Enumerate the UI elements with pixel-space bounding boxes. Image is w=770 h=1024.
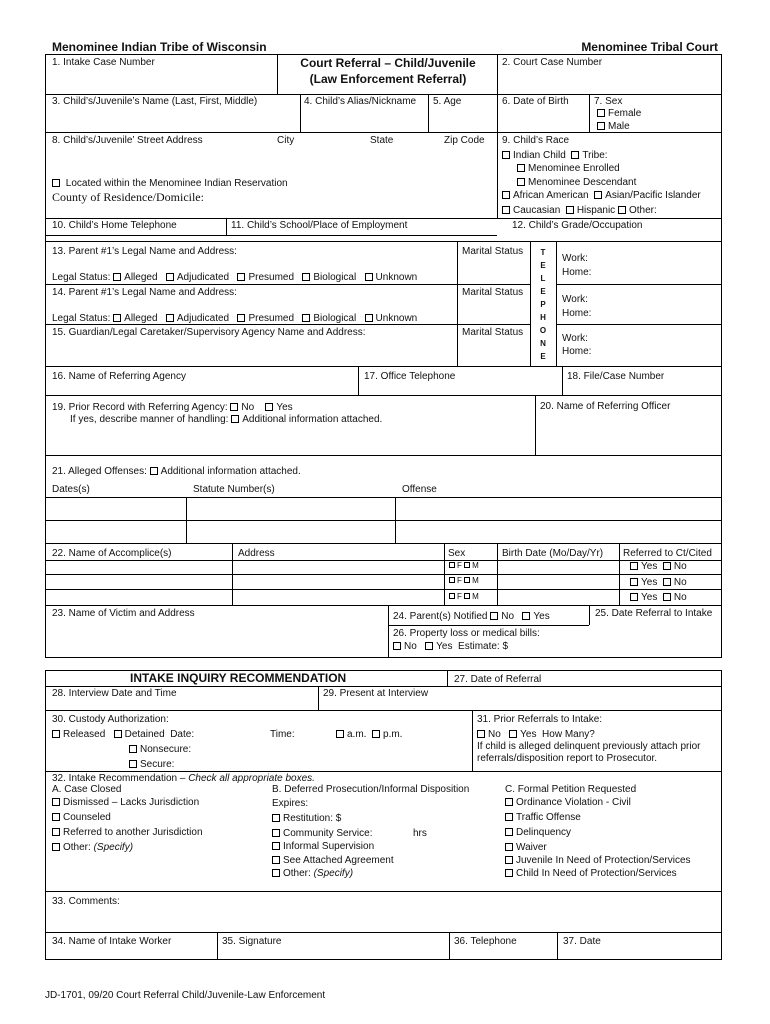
custody-nonsecure-option[interactable]: Nonsecure: — [129, 744, 191, 756]
race-african-option[interactable]: African American Asian/Pacific Islander — [502, 190, 701, 202]
checkbox-icon[interactable] — [237, 314, 245, 322]
legal-status-1: Legal Status: Alleged Adjudicated Presumed Biological Unknown — [52, 272, 418, 283]
custody-ampm-row: a.m. p.m. — [336, 729, 402, 741]
checkbox-icon — [505, 869, 513, 877]
referring-officer-label: 20. Name of Referring Officer — [540, 401, 671, 412]
checkbox-icon[interactable] — [425, 642, 433, 650]
parent2-work-phone: Work: — [562, 294, 588, 305]
sex-male-option[interactable]: Male — [597, 121, 630, 133]
checkbox-icon — [272, 842, 280, 850]
school-label: 11. Child’s School/Place of Employment — [231, 220, 408, 231]
checkbox-icon — [272, 829, 280, 837]
checkbox-icon — [464, 577, 470, 583]
checkbox-icon[interactable] — [571, 151, 579, 159]
county-label: County of Residence/Domicile: — [52, 190, 204, 204]
referred-row[interactable]: Yes No — [630, 561, 687, 573]
child-alias-label: 4. Child’s Alias/Nickname — [304, 96, 417, 107]
checkbox-icon[interactable] — [230, 403, 238, 411]
checkbox-icon[interactable] — [113, 314, 121, 322]
checkbox-icon[interactable] — [114, 730, 122, 738]
checkbox-icon — [505, 813, 513, 821]
tel-letter: E — [540, 352, 546, 361]
accomplice-birth-header: Birth Date (Mo/Day/Yr) — [502, 548, 604, 559]
custody-released-row: Released Detained Date: — [52, 729, 194, 741]
tel-letter: N — [540, 339, 546, 348]
intake-recommendation-label: 32. Intake Recommendation – Check all appropriate boxes. — [52, 773, 315, 784]
sex-label: 7. Sex — [594, 96, 623, 107]
custody-secure-option[interactable]: Secure: — [129, 759, 174, 771]
accomplice-sex-row[interactable]: F M — [449, 575, 479, 587]
age-label: 5. Age — [433, 96, 462, 107]
child-name-label: 3. Child’s/Juvenile’s Name (Last, First, Middle) — [52, 96, 258, 107]
checkbox-icon — [449, 562, 455, 568]
referred-header: Referred to Ct/Cited — [623, 548, 712, 559]
checkbox-icon[interactable] — [502, 191, 510, 199]
accomplice-label: 22. Name of Accomplice(s) — [52, 548, 172, 559]
checkbox-icon[interactable] — [237, 273, 245, 281]
deferred-expires-label: Expires: — [272, 798, 309, 809]
tel-letter: O — [539, 326, 547, 335]
formal-petition-option[interactable]: Waiver — [505, 842, 547, 854]
telephone-label: 36. Telephone — [454, 936, 517, 947]
checkbox-icon[interactable] — [265, 403, 273, 411]
checkbox-icon — [630, 578, 638, 586]
tel-letter: E — [540, 287, 546, 296]
court-name: Menominee Tribal Court — [581, 40, 718, 54]
street-address-label: 8. Child’s/Juvenile’ Street Address — [52, 135, 203, 146]
custody-authorization-label: 30. Custody Authorization: — [52, 714, 169, 725]
tel-letter: H — [540, 313, 546, 322]
race-caucasian-option[interactable]: Caucasian Hispanic Other: — [502, 205, 657, 217]
race-label: 9. Child’s Race — [502, 135, 570, 146]
race-enrolled-option[interactable]: Menominee Enrolled — [517, 163, 620, 175]
referred-row[interactable]: Yes No — [630, 577, 687, 589]
checkbox-icon[interactable] — [490, 612, 498, 620]
deferred-option[interactable]: See Attached Agreement — [272, 855, 394, 867]
property-loss-options: No Yes Estimate: $ — [393, 641, 508, 653]
formal-petition-option[interactable]: Traffic Offense — [505, 812, 581, 824]
case-closed-option[interactable]: Counseled — [52, 812, 111, 824]
checkbox-icon[interactable] — [509, 730, 517, 738]
home-telephone-label: 10. Child’s Home Telephone — [52, 220, 177, 231]
deferred-option[interactable]: Community Service: — [272, 828, 372, 840]
case-closed-option[interactable]: Referred to another Jurisdiction — [52, 827, 203, 839]
checkbox-icon[interactable] — [365, 314, 373, 322]
checkbox-icon — [505, 856, 513, 864]
comments-label: 33. Comments: — [52, 896, 120, 907]
checkbox-icon — [630, 593, 638, 601]
checkbox-icon — [52, 828, 60, 836]
date-referral-intake-label: 25. Date Referral to Intake — [595, 608, 713, 619]
checkbox-icon[interactable] — [517, 178, 525, 186]
community-service-hrs: hrs — [413, 828, 427, 839]
offense-header: Offense — [402, 484, 437, 495]
form-title-line1: Court Referral – Child/Juvenile — [300, 56, 476, 70]
checkbox-icon[interactable] — [393, 642, 401, 650]
race-descendant-option[interactable]: Menominee Descendant — [517, 177, 636, 189]
sex-female-option[interactable]: Female — [597, 108, 641, 120]
alleged-offenses-label: 21. Alleged Offenses: Additional information attached. — [52, 466, 301, 477]
reservation-option[interactable]: Located within the Menominee Indian Reservation — [52, 178, 288, 190]
checkbox-icon[interactable] — [597, 109, 605, 117]
case-closed-option[interactable]: Other: (Specify) — [52, 842, 133, 854]
deferred-option[interactable]: Restitution: $ — [272, 813, 341, 825]
checkbox-icon — [129, 760, 137, 768]
checkbox-icon — [52, 813, 60, 821]
formal-petition-option[interactable]: Child In Need of Protection/Services — [505, 868, 677, 880]
form-footer: JD-1701, 09/20 Court Referral Child/Juvenile-Law Enforcement — [45, 990, 326, 1001]
checkbox-icon[interactable] — [52, 179, 60, 187]
checkbox-icon — [464, 593, 470, 599]
checkbox-icon — [52, 798, 60, 806]
guardian-home-phone: Home: — [562, 346, 592, 357]
checkbox-icon[interactable] — [52, 730, 60, 738]
tel-letter: P — [540, 300, 546, 309]
interview-date-label: 28. Interview Date and Time — [52, 688, 177, 699]
case-closed-title: A. Case Closed — [52, 784, 122, 795]
checkbox-icon[interactable] — [597, 122, 605, 130]
accomplice-sex-header: Sex — [448, 548, 466, 559]
intake-case-number-label: 1. Intake Case Number — [52, 57, 155, 68]
prior-record-description: If yes, describe manner of handling: Additional information attached. — [70, 414, 383, 425]
parent2-label: 14. Parent #1’s Legal Name and Address: — [52, 287, 237, 298]
marital-status-1: Marital Status — [462, 246, 524, 257]
checkbox-icon — [52, 843, 60, 851]
parent1-home-phone: Home: — [562, 267, 592, 278]
tel-letter: T — [540, 248, 546, 257]
checkbox-icon[interactable] — [302, 273, 310, 281]
checkbox-icon — [630, 562, 638, 570]
checkbox-icon — [663, 562, 671, 570]
checkbox-icon[interactable] — [502, 206, 510, 214]
referred-row[interactable]: Yes No — [630, 592, 687, 604]
checkbox-icon — [505, 843, 513, 851]
referring-agency-label: 16. Name of Referring Agency — [52, 371, 186, 382]
custody-time-label: Time: — [270, 729, 295, 740]
marital-status-3: Marital Status — [462, 327, 524, 338]
checkbox-icon — [449, 577, 455, 583]
checkbox-icon[interactable] — [336, 730, 344, 738]
accomplice-sex-row[interactable]: F M — [449, 591, 479, 603]
checkbox-icon[interactable] — [150, 467, 158, 475]
checkbox-icon — [272, 869, 280, 877]
checkbox-icon — [663, 593, 671, 601]
dob-label: 6. Date of Birth — [502, 96, 569, 107]
checkbox-icon[interactable] — [365, 273, 373, 281]
file-case-number-label: 18. File/Case Number — [567, 371, 665, 382]
present-at-interview-label: 29. Present at Interview — [323, 688, 429, 699]
formal-petition-option[interactable]: Ordinance Violation - Civil — [505, 797, 631, 809]
checkbox-icon[interactable] — [231, 415, 239, 423]
signature-label: 35. Signature — [222, 936, 282, 947]
checkbox-icon — [272, 856, 280, 864]
tribe-name: Menominee Indian Tribe of Wisconsin — [52, 40, 267, 54]
checkbox-icon[interactable] — [522, 612, 530, 620]
checkbox-icon — [464, 562, 470, 568]
guardian-label: 15. Guardian/Legal Caretaker/Supervisory Agency Name and Address: — [52, 327, 366, 338]
checkbox-icon[interactable] — [477, 730, 485, 738]
offense-dates-header: Dates(s) — [52, 484, 90, 495]
intake-worker-label: 34. Name of Intake Worker — [52, 936, 172, 947]
statute-header: Statute Number(s) — [193, 484, 275, 495]
parent2-home-phone: Home: — [562, 308, 592, 319]
checkbox-icon — [272, 814, 280, 822]
accomplice-address-header: Address — [238, 548, 275, 559]
victim-label: 23. Name of Victim and Address — [52, 608, 195, 619]
parent1-work-phone: Work: — [562, 253, 588, 264]
formal-petition-title: C. Formal Petition Requested — [505, 784, 637, 795]
parents-notified-label: 24. Parent(s) Notified No Yes — [393, 611, 550, 622]
checkbox-icon[interactable] — [566, 206, 574, 214]
checkbox-icon — [505, 828, 513, 836]
checkbox-icon[interactable] — [517, 164, 525, 172]
date-of-referral-label: 27. Date of Referral — [454, 674, 542, 685]
intake-title: INTAKE INQUIRY RECOMMENDATION — [130, 671, 347, 685]
state-label: State — [370, 135, 394, 146]
court-case-number-label: 2. Court Case Number — [502, 57, 603, 68]
zip-label: Zip Code — [444, 135, 485, 146]
checkbox-icon — [663, 578, 671, 586]
prior-referrals-label: 31. Prior Referrals to Intake: — [477, 714, 603, 725]
checkbox-icon[interactable] — [372, 730, 380, 738]
checkbox-icon[interactable] — [166, 273, 174, 281]
deferred-prosecution-title: B. Deferred Prosecution/Informal Disposition — [272, 784, 470, 795]
checkbox-icon[interactable] — [302, 314, 310, 322]
grade-label: 12. Child’s Grade/Occupation — [512, 220, 643, 231]
prior-record-label: 19. Prior Record with Referring Agency: No Yes — [52, 402, 293, 413]
date-label: 37. Date — [563, 936, 601, 947]
tel-letter: E — [540, 261, 546, 270]
checkbox-icon[interactable] — [502, 151, 510, 159]
property-loss-label: 26. Property loss or medical bills: — [393, 628, 540, 639]
accomplice-sex-row[interactable]: F M — [449, 560, 479, 572]
checkbox-icon[interactable] — [618, 206, 626, 214]
prior-referrals-note1: If child is alleged delinquent previously attach prior — [477, 741, 701, 752]
marital-status-2: Marital Status — [462, 287, 524, 298]
deferred-option[interactable]: Other: (Specify) — [272, 868, 353, 880]
form-title-line2: (Law Enforcement Referral) — [309, 72, 467, 86]
checkbox-icon — [505, 798, 513, 806]
city-label: City — [277, 135, 295, 146]
checkbox-icon — [449, 593, 455, 599]
checkbox-icon — [129, 745, 137, 753]
legal-status-2: Legal Status: Alleged Adjudicated Presumed Biological Unknown — [52, 313, 418, 324]
prior-referrals-options: No Yes How Many? — [477, 729, 595, 741]
tel-letter: L — [540, 274, 546, 283]
formal-petition-option[interactable]: Juvenile In Need of Protection/Services — [505, 855, 691, 867]
case-closed-option[interactable]: Dismissed – Lacks Jurisdiction — [52, 797, 199, 809]
office-telephone-label: 17. Office Telephone — [364, 371, 456, 382]
parent1-label: 13. Parent #1’s Legal Name and Address: — [52, 246, 237, 257]
guardian-work-phone: Work: — [562, 333, 588, 344]
checkbox-icon[interactable] — [594, 191, 602, 199]
checkbox-icon[interactable] — [113, 273, 121, 281]
race-indian-option[interactable]: Indian Child Tribe: — [502, 150, 608, 162]
formal-petition-option[interactable]: Delinquency — [505, 827, 571, 839]
deferred-option[interactable]: Informal Supervision — [272, 841, 374, 853]
checkbox-icon[interactable] — [166, 314, 174, 322]
prior-referrals-note2: referrals/disposition report to Prosecutor. — [477, 753, 658, 764]
